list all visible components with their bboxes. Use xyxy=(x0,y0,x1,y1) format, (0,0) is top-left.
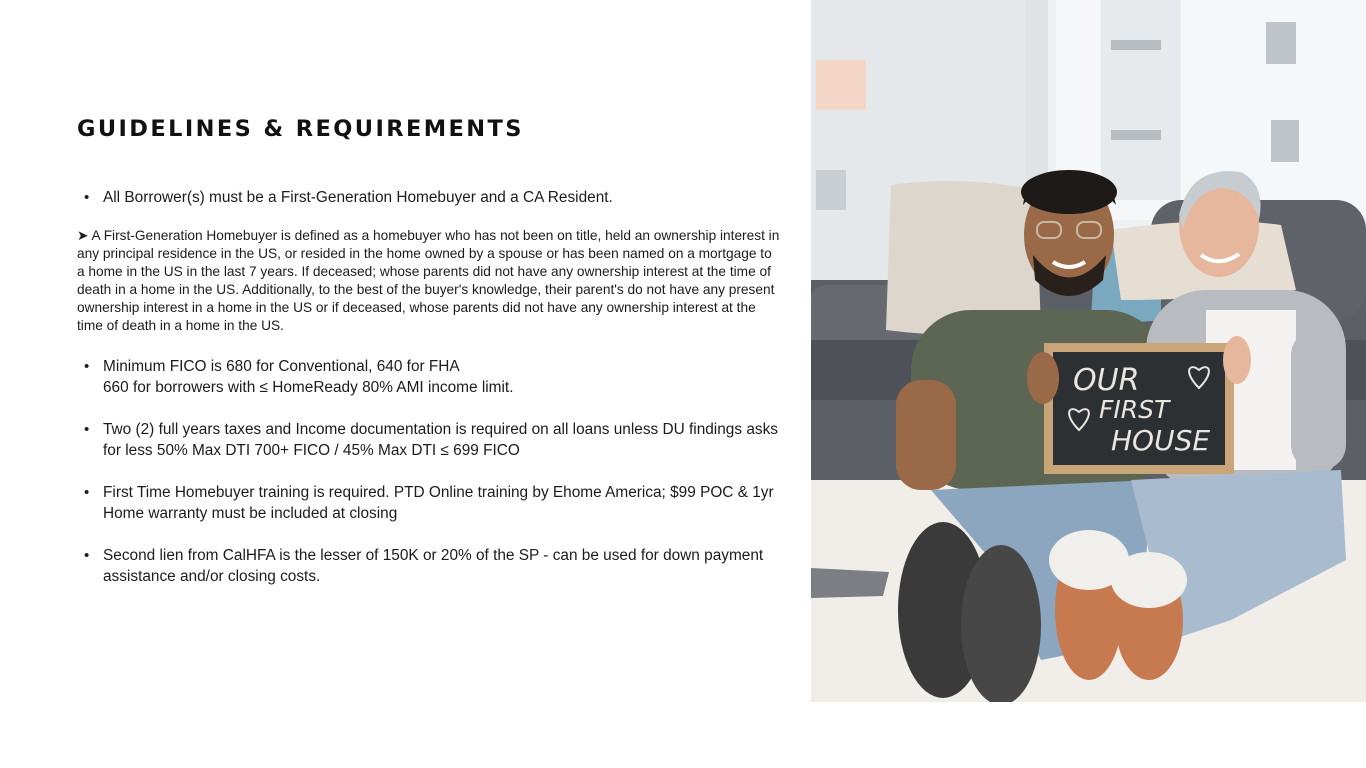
text-column xyxy=(77,114,782,587)
fico-line-1: • Minimum FICO is 680 for Conventional, 640 for FHA xyxy=(103,358,460,375)
sign-line-our: OUR xyxy=(1073,363,1140,398)
requirement-fico xyxy=(77,356,782,398)
requirement-second-lien: • Second lien from CalHFA is the lesser of 150K or 20% of the SP - can be used for down payment assistance and/or closing costs. xyxy=(77,545,782,587)
sign-line-first: FIRST xyxy=(1099,395,1170,424)
fico-line-2: 660 for borrowers with ≤ HomeReady 80% AMI income limit. xyxy=(103,379,514,396)
requirement-income-documentation: • Two (2) full years taxes and Income documentation is required on all loans unless DU findings asks for less 50% Max DTI 700+ FICO / 45% Max DTI ≤ 699 FICO xyxy=(77,419,782,461)
first-generation-definition: ➤ A First-Generation Homebuyer is defined as a homebuyer who has not been on title, held an ownership interest in any principal residence in the US, or resided in the home owned by a spouse or has been named on a mortgage to a home in the US in the last 7 years. If deceased; whose parents did not have any ownership interest at the time of death in a home in the US. Additionally, to the best of the buyer's knowledge, their parent's do not have any present ownership interest in a home in the US or if deceased, whose parents did not have any ownership interest at the time of death in a home in the US. xyxy=(77,228,780,333)
requirement-first-generation: • All Borrower(s) must be a First-Generation Homebuyer and a CA Resident. xyxy=(77,187,782,208)
requirement-homebuyer-training: • First Time Homebuyer training is required. PTD Online training by Ehome America; $99 POC & 1yr Home warranty must be included at closing xyxy=(77,482,782,524)
sign-line-house: HOUSE xyxy=(1111,424,1211,457)
page-title: GUIDELINES & REQUIREMENTS xyxy=(77,116,524,142)
couple-photo xyxy=(811,0,1366,702)
chalkboard-sign xyxy=(1044,343,1234,474)
